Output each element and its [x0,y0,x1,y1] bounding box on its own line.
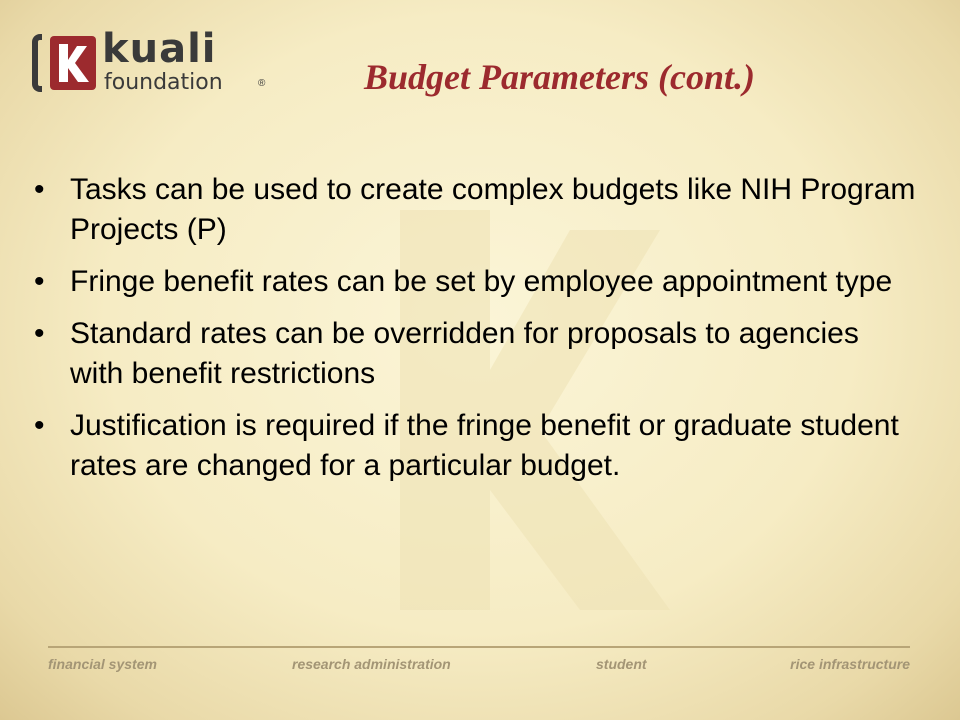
footer-divider [48,646,910,648]
logo-registered-mark: ® [258,78,266,89]
kuali-k-icon [50,36,96,90]
footer-research-administration: research administration [292,656,451,672]
bullet-item [30,262,920,302]
bullet-item [30,314,920,394]
bullet-list [30,170,920,498]
logo-bracket-icon [32,34,42,92]
bullet-item [30,406,920,486]
bullet-text: Tasks can be used to create complex budgets like NIH Program Projects (P) [70,173,916,246]
slide-title: Budget Parameters (cont.) [364,57,755,97]
footer [48,656,910,676]
kuali-logo [32,26,272,96]
bullet-dot-icon: • [34,265,45,298]
bullet-text: Fringe benefit rates can be set by employee appointment type [70,265,893,298]
bullet-dot-icon: • [34,173,45,206]
footer-financial-system: financial system [48,656,157,672]
bullet-item [30,170,920,250]
bullet-text: Standard rates can be overridden for proposals to agencies with benefit restrictions [70,317,859,390]
bullet-dot-icon: • [34,409,45,442]
bullet-dot-icon: • [34,317,45,350]
footer-rice-infrastructure: rice infrastructure [790,656,910,672]
logo-wordmark: kuali [102,26,217,72]
footer-student: student [596,656,647,672]
logo-subword: foundation [104,70,223,95]
bullet-text: Justification is required if the fringe benefit or graduate student rates are changed for a particular budget. [70,409,899,482]
